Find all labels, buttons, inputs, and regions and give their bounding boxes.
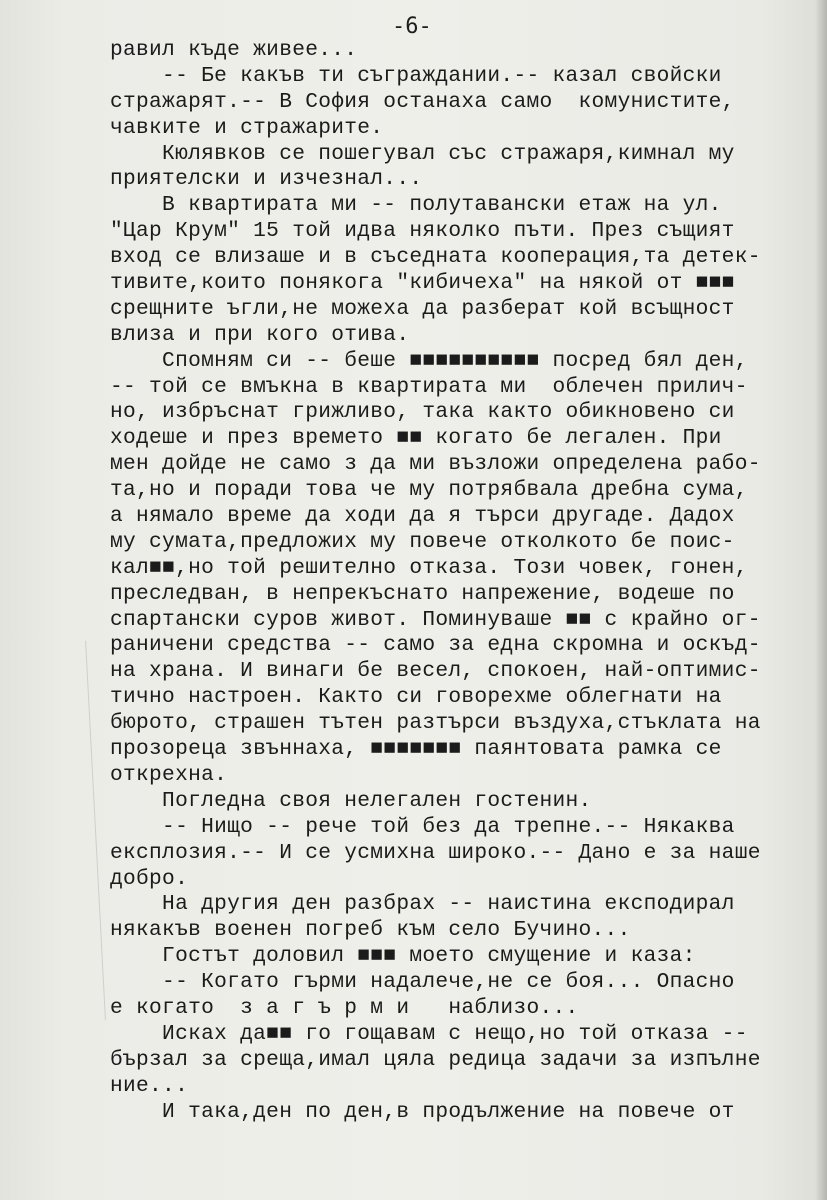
text-line: Гостът доловил ■■■ моето смущение и каза: — [110, 944, 696, 969]
text-line: И така,ден по ден,в продължение на повече от — [110, 1099, 735, 1124]
page-number: -6- — [392, 14, 432, 39]
text-line: В квартирата ми -- полутавански етаж на ул. — [110, 193, 722, 218]
text-line: а нямало време да ходи да я търси другаде. Дадох — [110, 504, 735, 529]
text-line: спартански суров живот. Поминуваше ■■ с крайно ог- — [110, 607, 761, 632]
text-line: експлозия.-- И се усмихна широко.-- Дано е за наше — [110, 840, 761, 865]
text-line: влиза и при кого отива. — [110, 322, 410, 347]
text-line: Кюлявков се пошегувал със стражаря,кимнал му — [110, 141, 735, 166]
text-line: Исках да■■ го гощавам с нещо,но той отказа -- — [110, 1021, 748, 1046]
text-line: раничени средства -- само за една скромна и оскъд- — [110, 633, 761, 658]
text-line: вход се влизаше и в съседната кооперация,та детек- — [110, 245, 761, 270]
text-line: приятелски и изчезнал... — [110, 167, 423, 192]
text-line: -- Когато гърми надалече,не се боя... Опасно — [110, 970, 735, 995]
text-line: на храна. И винаги бе весел, спокоен, най-оптимис- — [110, 659, 761, 684]
text-line: но, избръснат грижливо, така както обикновено си — [110, 400, 735, 425]
text-line: преследван, в непрекъснато напрежение, водеше по — [110, 581, 735, 606]
typewritten-text — [110, 38, 822, 1125]
text-line: -- Бе какъв ти съграждании.-- казал свойски — [110, 63, 722, 88]
text-line: открехна. — [110, 762, 228, 787]
text-line: "Цар Крум" 15 той идва няколко пъти. През същият — [110, 219, 735, 244]
text-line: срещните ъгли,не можеха да разберат кой всъщност — [110, 296, 735, 321]
text-line: добро. — [110, 866, 189, 891]
text-line: стражарят.-- В София останаха само комунистите, — [110, 89, 735, 114]
text-line: Погледна своя нелегален гостенин. — [110, 788, 592, 813]
text-line: ходеше и през времето ■■ когато бе легален. При — [110, 426, 722, 451]
text-line: мен дойде не само з да ми възложи определена рабо- — [110, 452, 761, 477]
text-line: бързал за среща,имал цяла редица задачи за изпълне — [110, 1047, 761, 1072]
text-line: На другия ден разбрах -- наистина експодирал — [110, 892, 735, 917]
text-line: кал■■,но той решително отказа. Този човек, гонен, — [110, 555, 748, 580]
text-line: ние... — [110, 1073, 189, 1098]
text-line: е когато з а г ъ р м и наблизо... — [110, 995, 579, 1020]
text-line: му сумата,предложих му повече отколкото бе поис- — [110, 529, 735, 554]
text-line: някакъв военен погреб към село Бучино... — [110, 918, 631, 943]
text-line: равил къде живее... — [110, 38, 358, 62]
text-line: -- Нищо -- рече той без да трепне.-- Някаква — [110, 814, 735, 839]
text-line: чавките и стражарите. — [110, 115, 384, 140]
text-line: бюрото, страшен тътен разтърси въздуха,стъклата на — [110, 711, 761, 736]
text-line: -- той се вмъкна в квартирата ми облечен прилич- — [110, 374, 748, 399]
text-line: Спомням си -- беше ■■■■■■■■■■ посред бял ден, — [110, 348, 748, 373]
text-line: тивите,които понякога "кибичеха" на някой от ■■■ — [110, 271, 735, 296]
text-line: та,но и поради това че му потрябвала дребна сума, — [110, 478, 748, 503]
text-line: тично настроен. Както си говорехме облегнати на — [110, 685, 722, 710]
text-line: прозореца звъннаха, ■■■■■■■ паянтовата рамка се — [110, 737, 722, 762]
